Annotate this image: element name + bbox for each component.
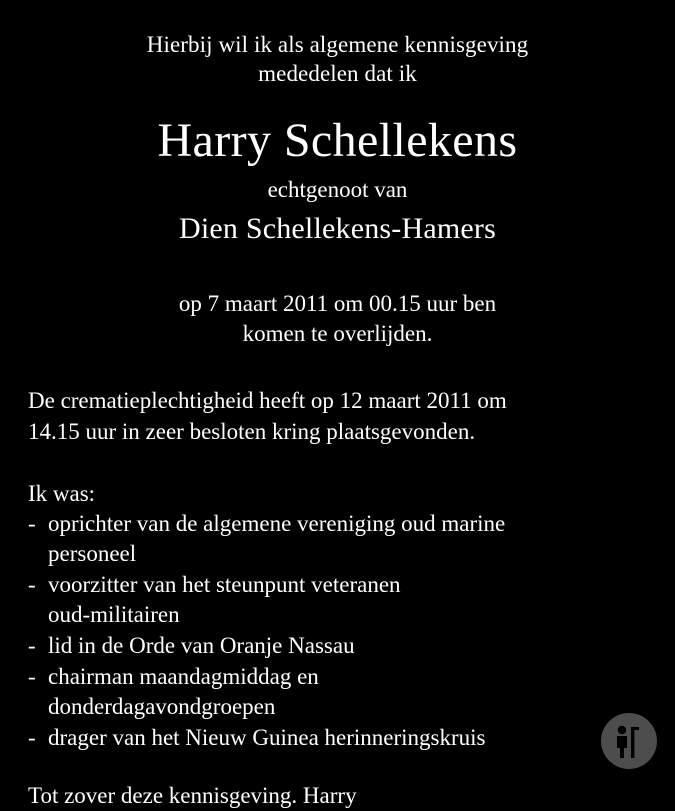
deceased-name: Harry Schellekens [157, 113, 518, 167]
death-datetime-line-1: op 7 maart 2011 om 00.15 uur ben [178, 291, 497, 317]
cremation-notice-line-2: 14.15 uur in zeer besloten kring plaatsgevonden. [28, 419, 476, 445]
memorial-figure-logo-icon [601, 713, 657, 769]
list-item-line-1: oprichter van de algemene vereniging oud marine [48, 510, 506, 536]
list-item [28, 662, 647, 723]
intro-text [28, 30, 647, 89]
intro-line-2: mededelen dat ik [258, 61, 417, 87]
list-item-line-1: chairman maandagmiddag en [48, 663, 319, 689]
list-item-dash: - [28, 510, 36, 536]
list-item-dash: - [28, 724, 36, 750]
list-item [28, 631, 647, 662]
spouse-name: Dien Schellekens-Hamers [179, 212, 496, 246]
list-item-dash: - [28, 632, 36, 658]
roles-list [28, 509, 647, 754]
list-item-line-2: oud-militairen [48, 602, 180, 628]
death-datetime [28, 289, 647, 349]
list-item [28, 570, 647, 631]
list-item-line-1: lid in de Orde van Oranje Nassau [48, 632, 355, 658]
list-item [28, 509, 647, 570]
list-item-line-1: drager van het Nieuw Guinea herinneringskruis [48, 724, 486, 750]
closing-text: Tot zover deze kennisgeving. Harry [28, 783, 357, 809]
list-item-line-2: donderdagavondgroepen [48, 694, 276, 720]
list-item [28, 723, 647, 754]
spouse-label: echtgenoot van [267, 176, 408, 202]
list-item-line-2: personeel [48, 541, 137, 567]
cremation-notice [28, 385, 647, 448]
list-item-line-1: voorzitter van het steunpunt veteranen [48, 571, 401, 597]
list-item-dash: - [28, 571, 36, 597]
roles-heading: Ik was: [28, 480, 96, 506]
cremation-notice-line-1: De crematieplechtigheid heeft op 12 maart 2011 om [28, 388, 507, 414]
list-item-dash: - [28, 663, 36, 689]
death-datetime-line-2: komen te overlijden. [242, 321, 433, 347]
intro-line-1: Hierbij wil ik als algemene kennisgeving [146, 32, 529, 57]
